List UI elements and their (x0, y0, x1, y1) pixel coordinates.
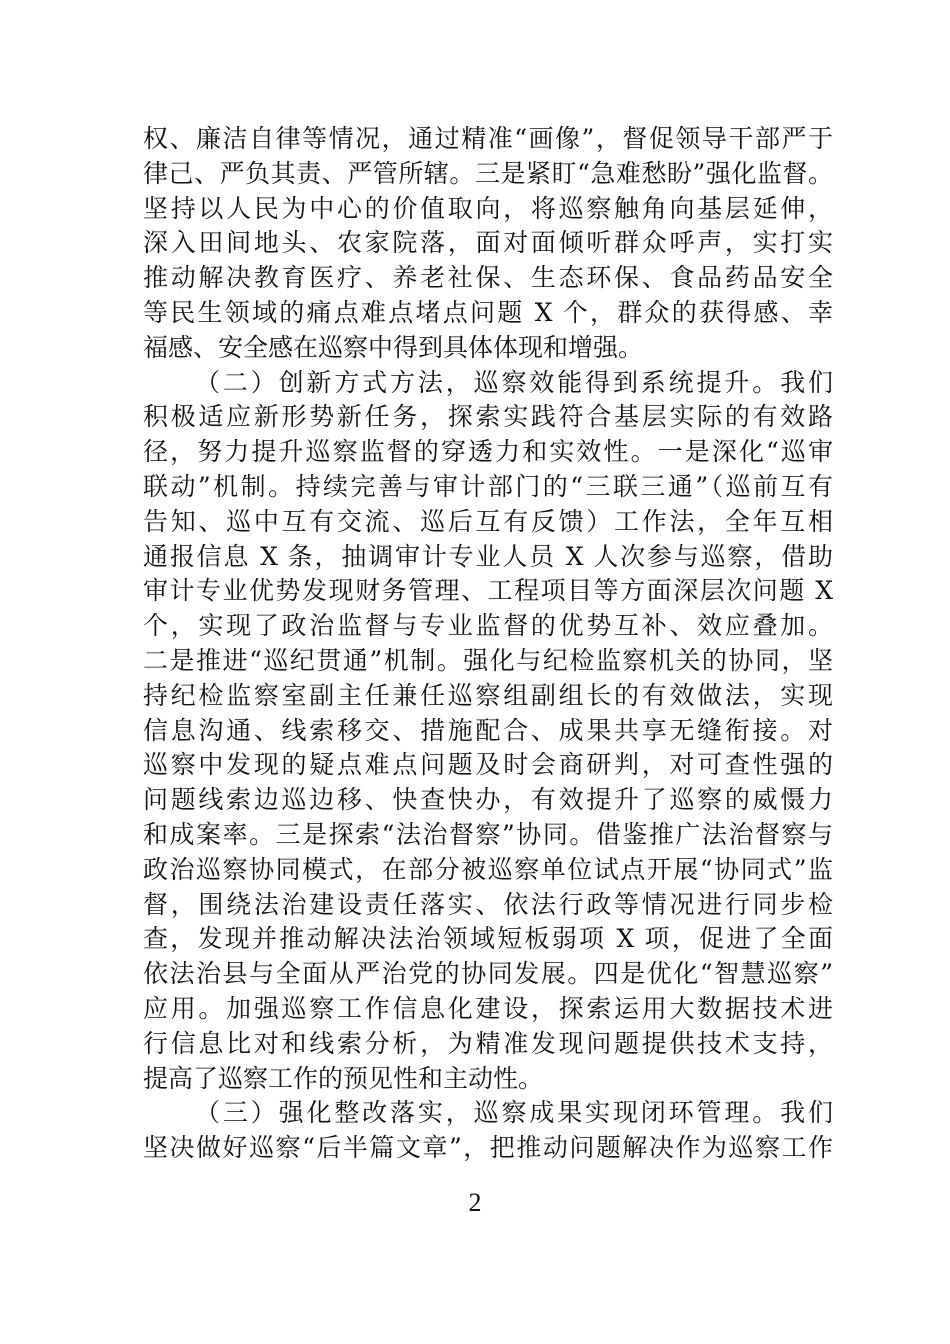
text-line: 行信息比对和线索分析，为精准发现问题提供技术支持， (143, 1028, 833, 1058)
text-line: 权、廉洁自律等情况，通过精准“画像”，督促领导干部严于 (143, 124, 833, 153)
text-line: 推动解决教育医疗、养老社保、生态环保、食品药品安全 (143, 263, 833, 293)
text-line: 积极适应新形势新任务，探索实践符合基层实际的有效路 (143, 402, 833, 432)
text-line: 问题线索边巡边移、快查快办，有效提升了巡察的威慑力 (143, 785, 833, 815)
text-line: 依法治县与全面从严治党的协同发展。四是优化“智慧巡察” (143, 959, 833, 989)
text-line: 巡察中发现的疑点难点问题及时会商研判，对可查性强的 (143, 750, 833, 780)
text-line: 审计专业优势发现财务管理、工程项目等方面深层次问题 X (143, 576, 833, 606)
text-line: （三）强化整改落实，巡察成果实现闭环管理。我们 (195, 1098, 833, 1128)
text-line: 告知、巡中互有交流、巡后互有反馈）工作法，全年互相 (143, 506, 833, 536)
document-body (143, 122, 833, 1166)
text-line: 持纪检监察室副主任兼任巡察组副组长的有效做法，实现 (143, 680, 833, 710)
text-line: 通报信息 X 条，抽调审计专业人员 X 人次参与巡察，借助 (143, 541, 833, 571)
text-line: 深入田间地头、农家院落，面对面倾听群众呼声，实打实 (143, 228, 833, 258)
text-line: 个，实现了政治监督与专业监督的优势互补、效应叠加。 (143, 611, 833, 641)
text-line: 二是推进“巡纪贯通”机制。强化与纪检监察机关的协同，坚 (143, 645, 833, 675)
text-line: 应用。加强巡察工作信息化建设，探索运用大数据技术进 (143, 993, 833, 1023)
text-line: 提高了巡察工作的预见性和主动性。 (143, 1063, 544, 1093)
text-line: 信息沟通、线索移交、措施配合、成果共享无缝衔接。对 (143, 715, 833, 745)
text-line: 联动”机制。持续完善与审计部门的“三联三通”（巡前互有 (143, 471, 833, 501)
text-line: （二）创新方式方法，巡察效能得到系统提升。我们 (195, 367, 833, 397)
text-line: 律己、严负其责、严管所辖。三是紧盯“急难愁盼”强化监督。 (143, 158, 833, 188)
text-line: 径，努力提升巡察监督的穿透力和实效性。一是深化“巡审 (143, 437, 833, 467)
text-line: 坚持以人民为中心的价值取向，将巡察触角向基层延伸， (143, 193, 833, 223)
text-line: 等民生领域的痛点难点堵点问题 X 个，群众的获得感、幸 (143, 297, 833, 327)
text-line: 督，围绕法治建设责任落实、依法行政等情况进行同步检 (143, 889, 833, 919)
text-line: 政治巡察协同模式，在部分被巡察单位试点开展“协同式”监 (143, 854, 833, 884)
text-line: 坚决做好巡察“后半篇文章”，把推动问题解决作为巡察工作 (143, 1133, 833, 1163)
text-line: 福感、安全感在巡察中得到具体体现和增强。 (143, 332, 644, 362)
text-line: 和成案率。三是探索“法治督察”协同。借鉴推广法治督察与 (143, 819, 833, 849)
text-line: 查，发现并推动解决法治领域短板弱项 X 项，促进了全面 (143, 924, 833, 954)
page-number: 2 (468, 1188, 482, 1217)
